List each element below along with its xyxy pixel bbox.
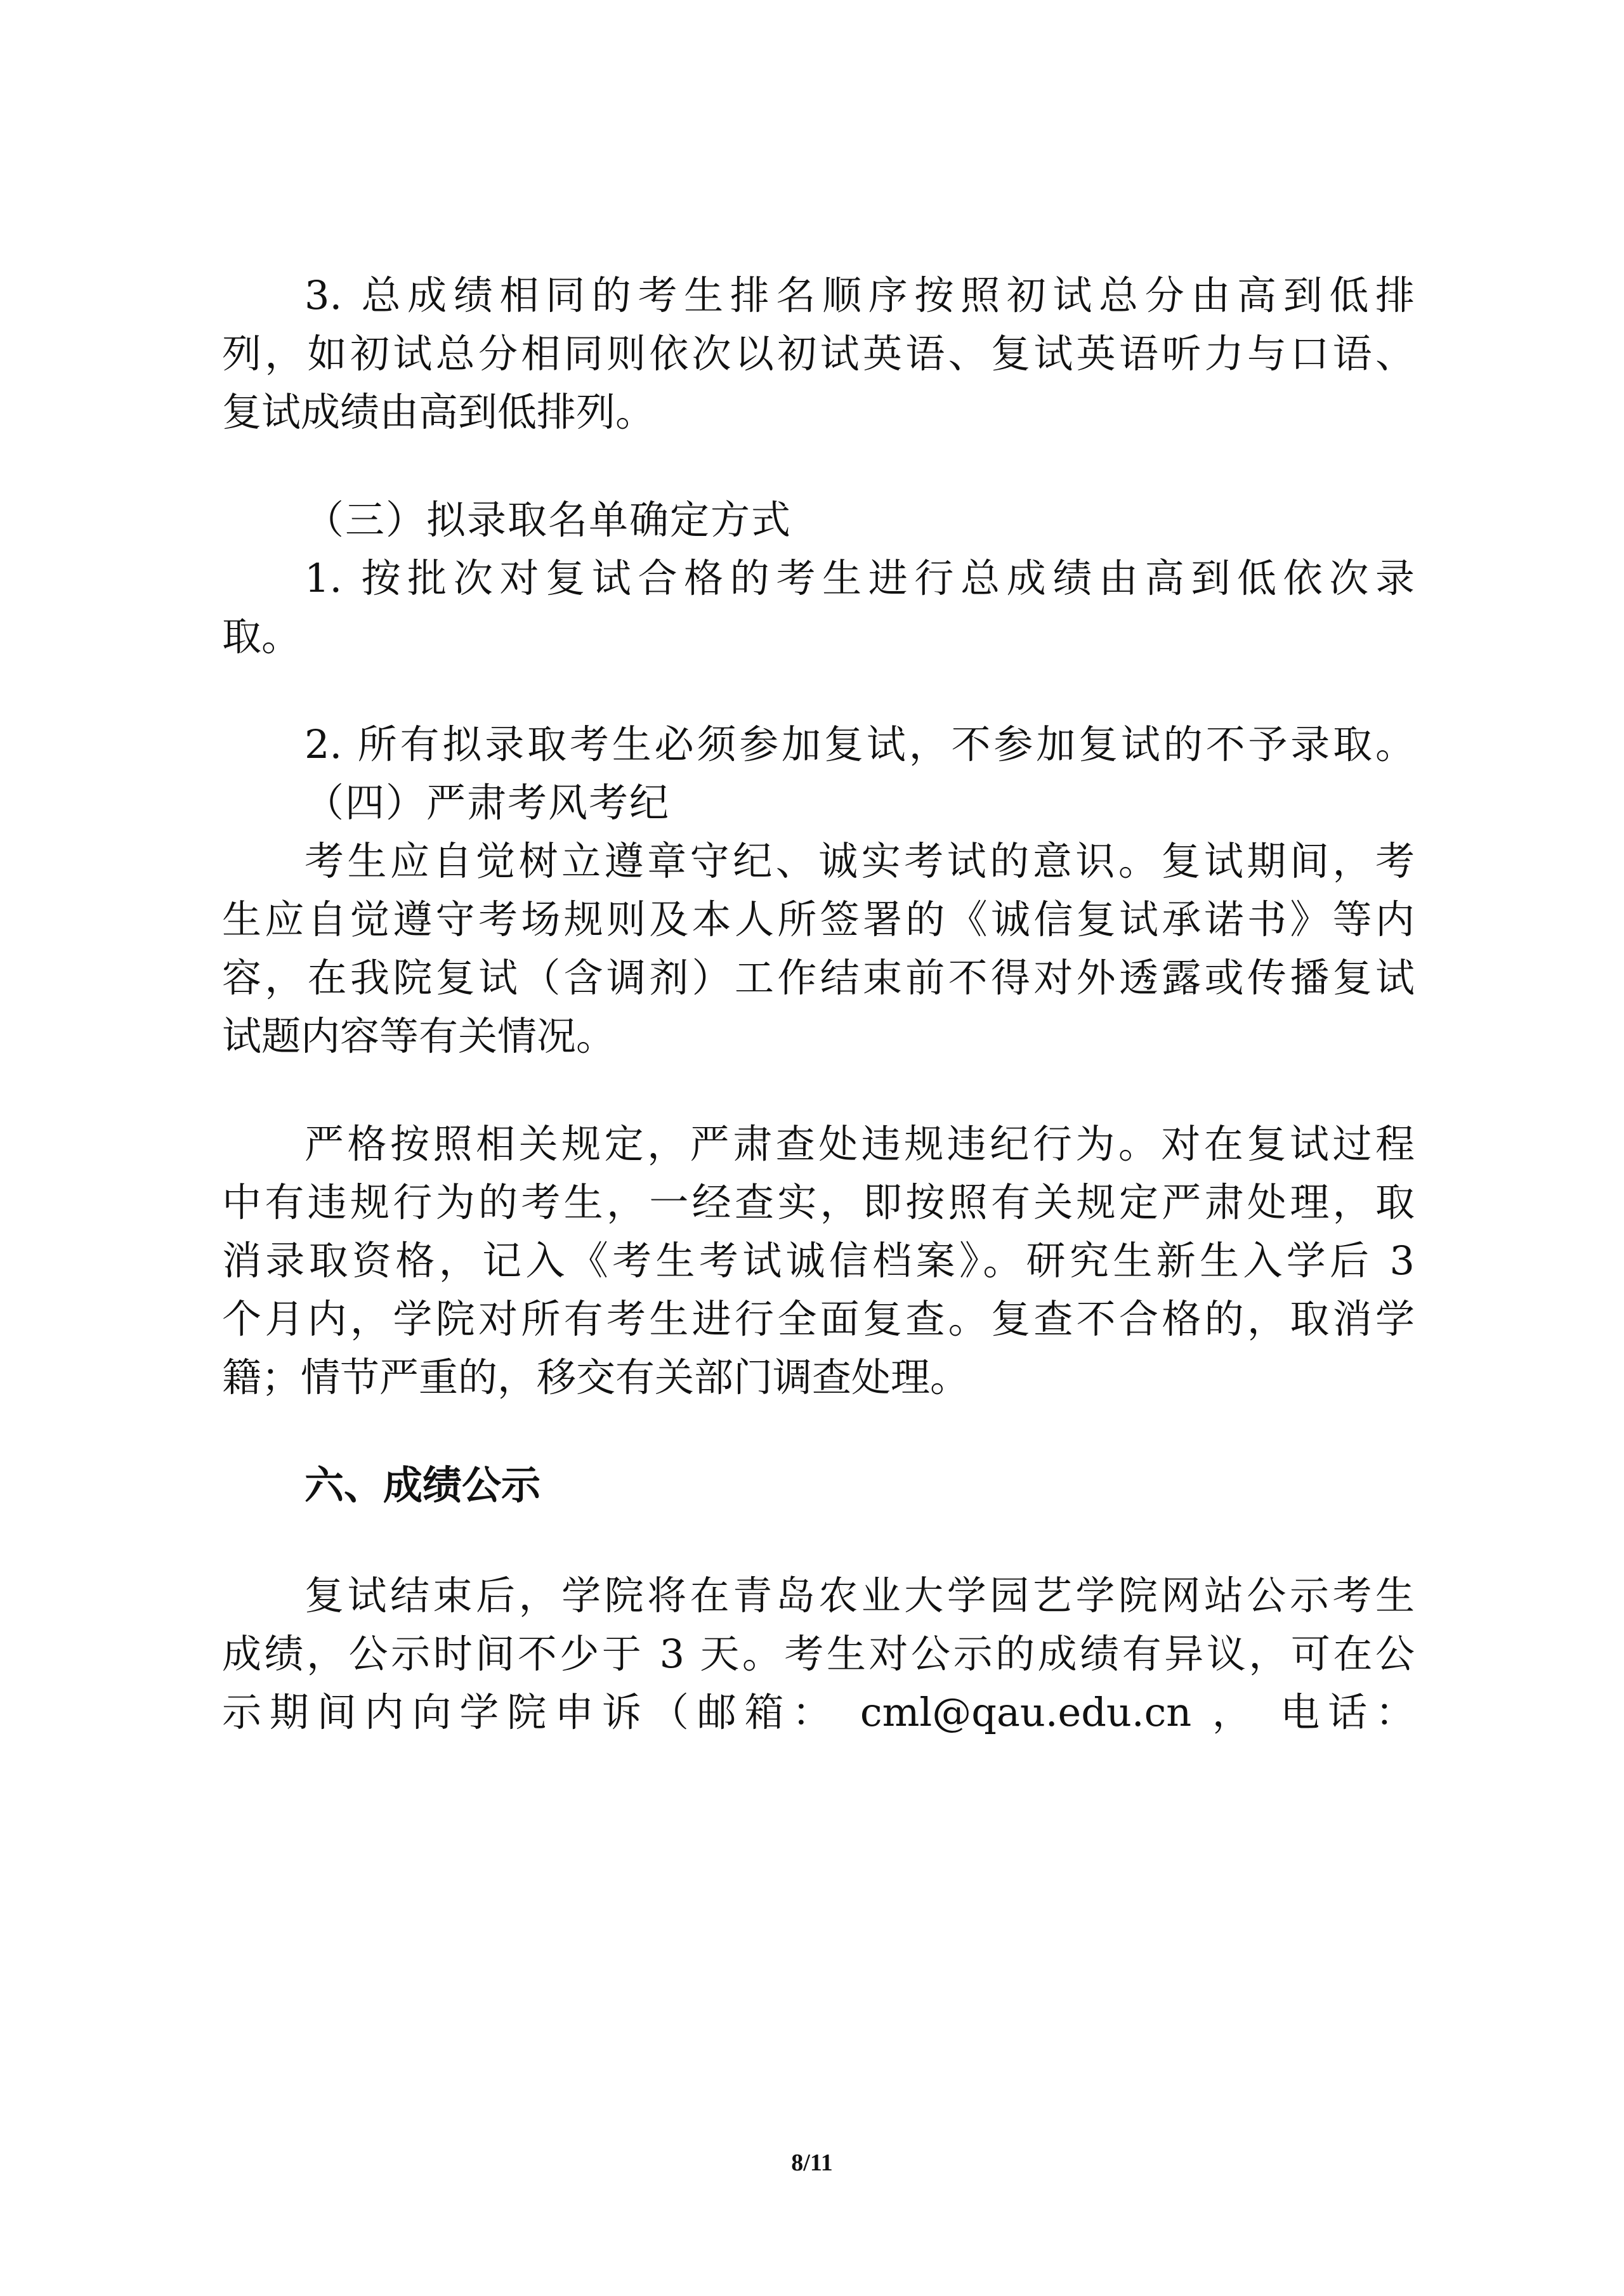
text-line: 严格按照相关规定，严肃查处违规违纪行为。对在复试过程 [304,1121,1415,1167]
paragraph-admission-rule-1 [222,549,1415,666]
paragraph-ranking-rule [222,266,1415,441]
text-line: 2. 所有拟录取考生必须参加复试，不参加复试的不予录取。 [304,721,1415,767]
paragraph-score-publication [222,1567,1415,1742]
paragraph-discipline-1 [222,832,1415,1066]
section-heading-discipline: （四）严肃考风考纪 [304,779,671,826]
text-line: 示期间内向学院申诉（邮箱： cml@qau.edu.cn ， 电话： [222,1689,1415,1735]
text-line: 生应自觉遵守考场规则及本人所签署的《诚信复试承诺书》等内 [222,896,1415,943]
page-content [222,266,1415,1742]
text-line: 消录取资格，记入《考生考试诚信档案》。研究生新生入学后 3 [222,1237,1415,1284]
page-number: 8/11 [791,2149,833,2176]
section-heading-admission-method: （三）拟录取名单确定方式 [304,497,792,543]
text-line: 复试结束后，学院将在青岛农业大学园艺学院网站公示考生 [304,1572,1415,1619]
text-line: 容，在我院复试（含调剂）工作结束前不得对外透露或传播复试 [222,955,1415,1001]
text-line: 个月内，学院对所有考生进行全面复查。复查不合格的，取消学 [222,1296,1415,1342]
text-line: 1. 按批次对复试合格的考生进行总成绩由高到低依次录 [304,555,1415,601]
text-line: 籍；情节严重的，移交有关部门调查处理。 [222,1354,970,1400]
section-heading-score-publication: 六、成绩公示 [304,1462,541,1508]
text-line: 列，如初试总分相同则依次以初试英语、复试英语听力与口语、 [222,330,1415,377]
text-line: 成绩，公示时间不少于 3 天。考生对公示的成绩有异议，可在公 [222,1631,1415,1677]
paragraph-discipline-2 [222,1115,1415,1407]
text-line: 3. 总成绩相同的考生排名顺序按照初试总分由高到低排 [304,272,1415,318]
text-line: 试题内容等有关情况。 [222,1013,616,1059]
text-line: 取。 [222,613,301,660]
text-line: 复试成绩由高到低排列。 [222,389,655,435]
paragraph-admission-rule-2 [222,715,1415,774]
text-line: 考生应自觉树立遵章守纪、诚实考试的意识。复试期间，考 [304,838,1415,884]
text-line: 中有违规行为的考生，一经查实，即按照有关规定严肃处理，取 [222,1179,1415,1225]
